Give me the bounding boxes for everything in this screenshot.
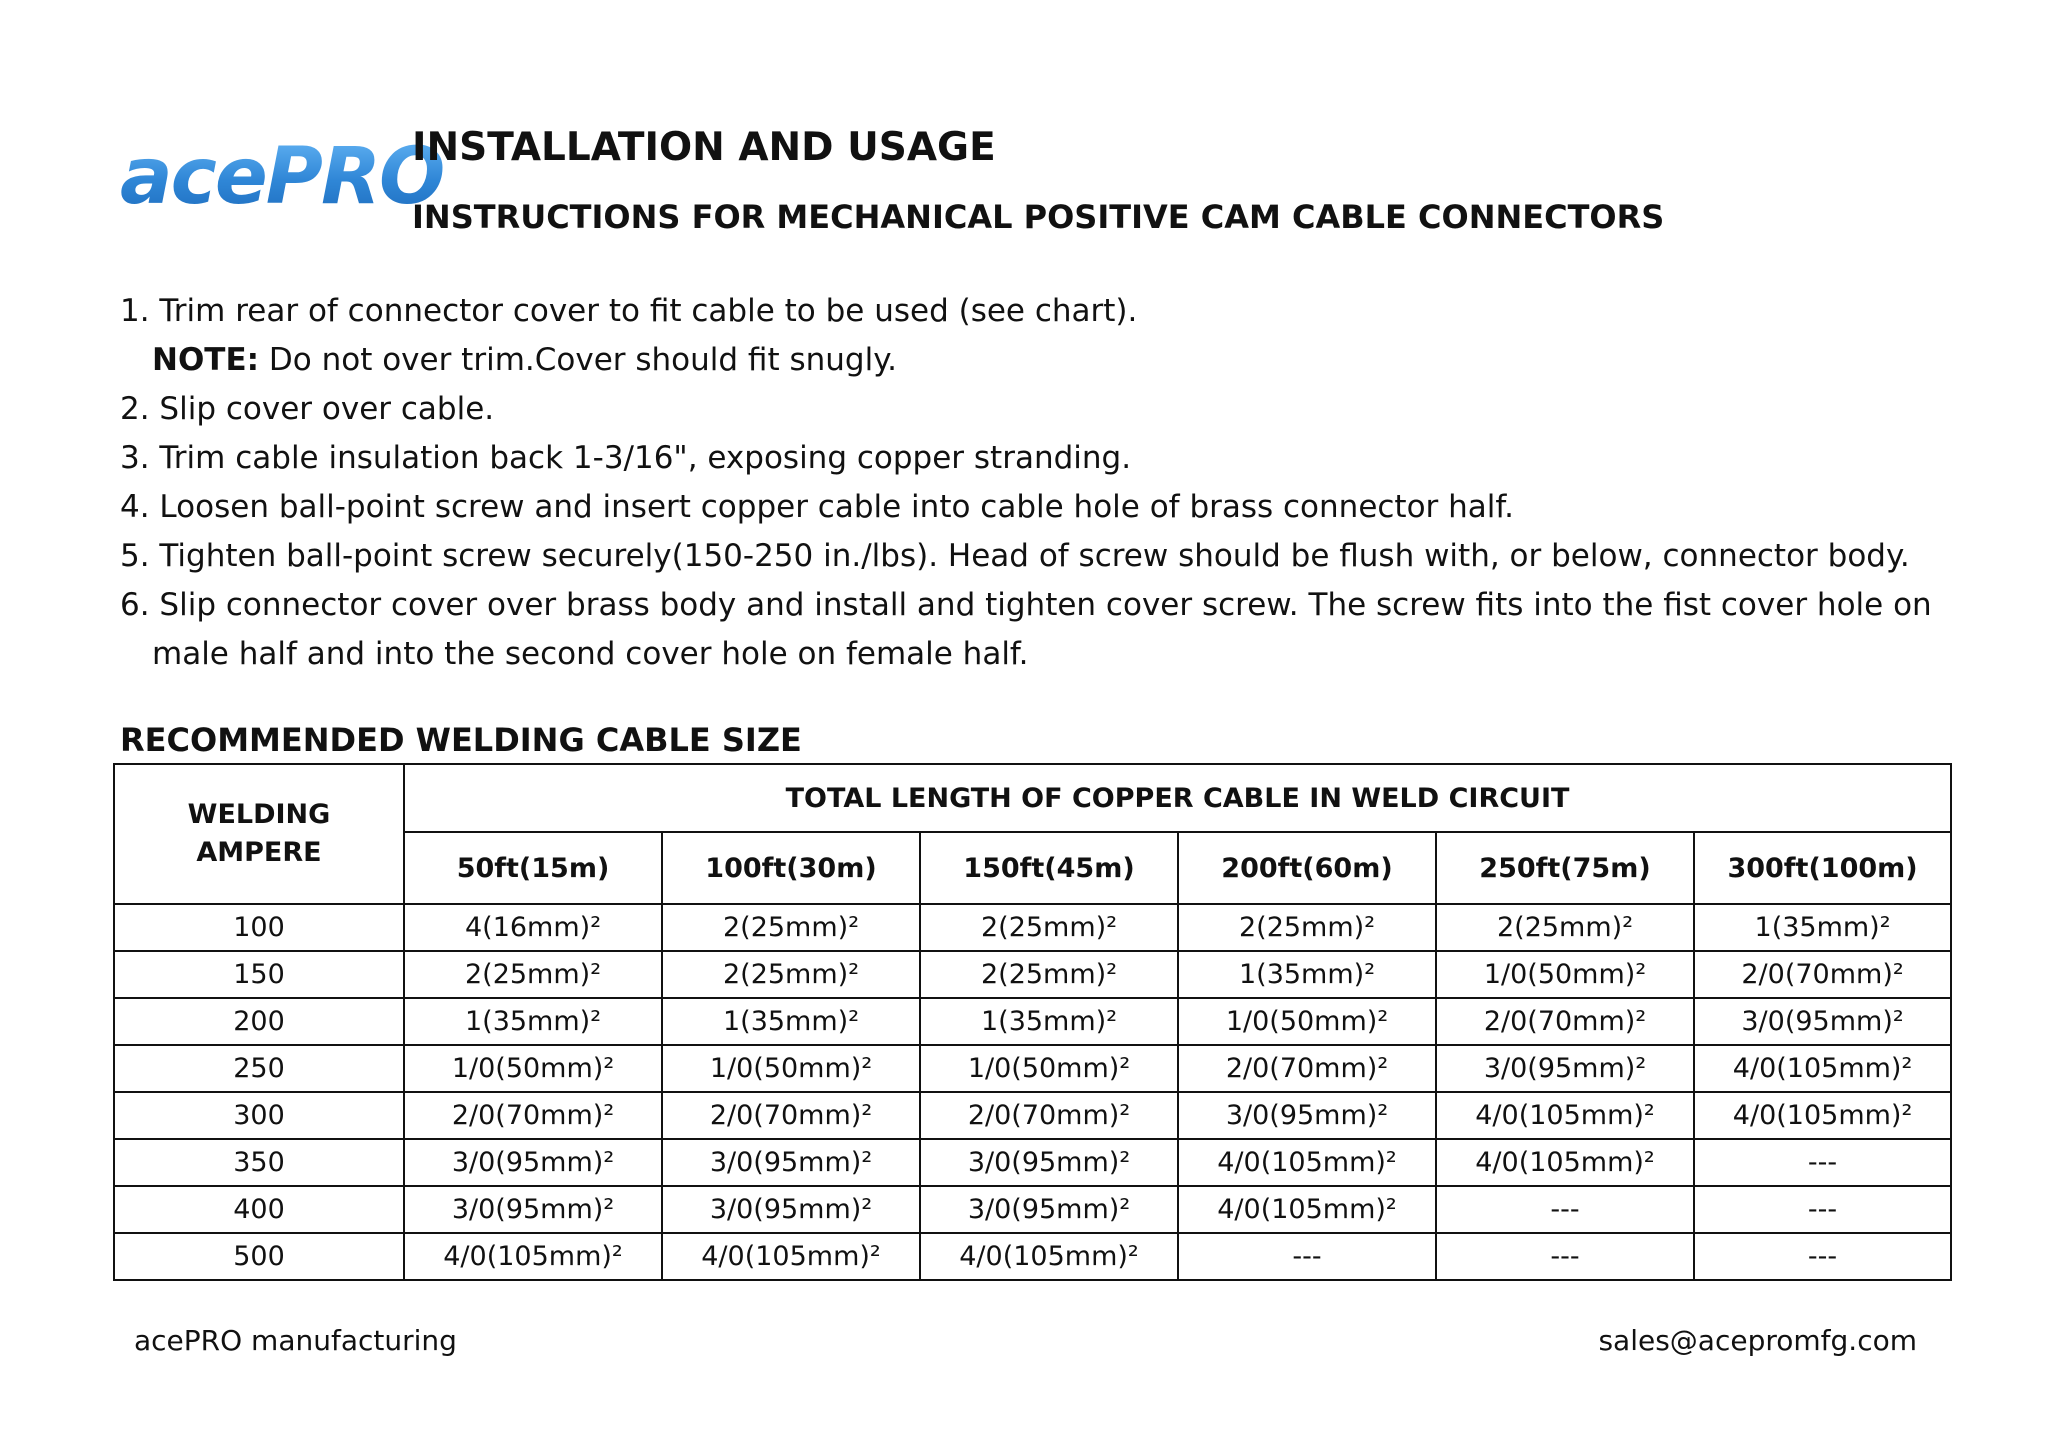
note-label: NOTE:	[152, 342, 260, 378]
cable-size-cell: 2(25mm)²	[404, 951, 662, 998]
ampere-cell: 200	[114, 998, 404, 1045]
cable-size-cell: 1/0(50mm)²	[404, 1045, 662, 1092]
instruction-step-4: 4. Loosen ball-point screw and insert copper cable into cable hole of brass connector half.	[120, 489, 1514, 525]
cable-size-cell: 2(25mm)²	[920, 951, 1178, 998]
instruction-list	[120, 287, 1960, 679]
instruction-step-3: 3. Trim cable insulation back 1-3/16", exposing copper stranding.	[120, 440, 1132, 476]
cable-size-cell: 3/0(95mm)²	[1436, 1045, 1694, 1092]
table-row	[114, 998, 1951, 1045]
ampere-cell: 350	[114, 1139, 404, 1186]
cable-size-cell: 4/0(105mm)²	[920, 1233, 1178, 1280]
cable-size-cell: 1/0(50mm)²	[1178, 998, 1436, 1045]
cable-size-cell: 2/0(70mm)²	[1694, 951, 1951, 998]
acepro-logo: acePRO	[120, 132, 444, 222]
instruction-step-1: 1. Trim rear of connector cover to fit cable to be used (see chart).	[120, 293, 1138, 329]
cable-size-cell: 4/0(105mm)²	[1694, 1092, 1951, 1139]
note-text: Do not over trim.Cover should fit snugly.	[259, 342, 897, 378]
cable-size-cell: 2/0(70mm)²	[662, 1092, 920, 1139]
cable-size-cell: 3/0(95mm)²	[920, 1186, 1178, 1233]
instruction-step-5: 5. Tighten ball-point screw securely(150-250 in./lbs). Head of screw should be flush with, or below, connector body.	[120, 538, 1910, 574]
cable-size-cell: 1(35mm)²	[662, 998, 920, 1045]
instruction-step-6-continued: male half and into the second cover hole on female half.	[152, 636, 1029, 672]
cable-size-cell: 2(25mm)²	[1178, 904, 1436, 951]
cable-size-cell: 4/0(105mm)²	[404, 1233, 662, 1280]
cable-size-cell: 1/0(50mm)²	[662, 1045, 920, 1092]
footer-company: acePRO manufacturing	[134, 1324, 457, 1357]
ampere-cell: 100	[114, 904, 404, 951]
cable-size-cell: 4/0(105mm)²	[1436, 1092, 1694, 1139]
table-row	[114, 1045, 1951, 1092]
cable-size-cell: ---	[1178, 1233, 1436, 1280]
cable-size-cell: 2/0(70mm)²	[404, 1092, 662, 1139]
ampere-cell: 300	[114, 1092, 404, 1139]
ampere-cell: 250	[114, 1045, 404, 1092]
cable-size-cell: 2/0(70mm)²	[1178, 1045, 1436, 1092]
table-row	[114, 1233, 1951, 1280]
cable-size-cell: 3/0(95mm)²	[662, 1186, 920, 1233]
table-row	[114, 1186, 1951, 1233]
cable-size-cell: 1(35mm)²	[404, 998, 662, 1045]
cable-size-cell: 2(25mm)²	[920, 904, 1178, 951]
instruction-note	[120, 336, 1960, 385]
cable-size-cell: 4(16mm)²	[404, 904, 662, 951]
table-heading: RECOMMENDED WELDING CABLE SIZE	[120, 721, 802, 759]
table-row	[114, 904, 1951, 951]
cable-size-cell: 2(25mm)²	[662, 951, 920, 998]
cable-size-cell: ---	[1694, 1186, 1951, 1233]
ampere-cell: 150	[114, 951, 404, 998]
cable-size-cell: 3/0(95mm)²	[1178, 1092, 1436, 1139]
column-header: 200ft(60m)	[1178, 832, 1436, 904]
instruction-step-6: 6. Slip connector cover over brass body and install and tighten cover screw. The screw fits into the fist cover hole on	[120, 587, 1932, 623]
cable-size-cell: 1/0(50mm)²	[920, 1045, 1178, 1092]
page-subtitle: INSTRUCTIONS FOR MECHANICAL POSITIVE CAM CABLE CONNECTORS	[412, 198, 1665, 236]
cable-size-cell: 2(25mm)²	[662, 904, 920, 951]
welding-ampere-header-line2: AMPERE	[196, 837, 322, 868]
page-title: INSTALLATION AND USAGE	[412, 125, 996, 170]
cable-size-cell: 3/0(95mm)²	[662, 1139, 920, 1186]
cable-size-cell: ---	[1436, 1186, 1694, 1233]
cable-size-cell: 1(35mm)²	[1178, 951, 1436, 998]
column-header: 250ft(75m)	[1436, 832, 1694, 904]
cable-size-cell: 3/0(95mm)²	[404, 1186, 662, 1233]
cable-size-cell: 4/0(105mm)²	[1436, 1139, 1694, 1186]
cable-size-cell: 3/0(95mm)²	[920, 1139, 1178, 1186]
cable-size-cell: 2(25mm)²	[1436, 904, 1694, 951]
cable-size-cell: 4/0(105mm)²	[1694, 1045, 1951, 1092]
cable-size-cell: 3/0(95mm)²	[404, 1139, 662, 1186]
cable-size-cell: 4/0(105mm)²	[1178, 1139, 1436, 1186]
instruction-step-2: 2. Slip cover over cable.	[120, 391, 495, 427]
cable-size-cell: 1(35mm)²	[920, 998, 1178, 1045]
column-header: 100ft(30m)	[662, 832, 920, 904]
cable-size-cell: 2/0(70mm)²	[1436, 998, 1694, 1045]
cable-size-cell: 1(35mm)²	[1694, 904, 1951, 951]
cable-size-cell: ---	[1694, 1139, 1951, 1186]
table-row	[114, 1139, 1951, 1186]
total-length-header: TOTAL LENGTH OF COPPER CABLE IN WELD CIRCUIT	[404, 764, 1951, 832]
table-row	[114, 951, 1951, 998]
welding-ampere-header-line1: WELDING	[187, 799, 331, 830]
footer-email[interactable]: sales@acepromfg.com	[1598, 1324, 1917, 1357]
cable-size-cell: 4/0(105mm)²	[662, 1233, 920, 1280]
column-header: 150ft(45m)	[920, 832, 1178, 904]
cable-size-table	[113, 763, 1952, 1281]
cable-size-cell: 3/0(95mm)²	[1694, 998, 1951, 1045]
column-header: 300ft(100m)	[1694, 832, 1951, 904]
column-header: 50ft(15m)	[404, 832, 662, 904]
cable-size-cell: 2/0(70mm)²	[920, 1092, 1178, 1139]
cable-size-cell: ---	[1436, 1233, 1694, 1280]
cable-size-cell: 4/0(105mm)²	[1178, 1186, 1436, 1233]
ampere-cell: 400	[114, 1186, 404, 1233]
table-body	[114, 904, 1951, 1280]
table-row	[114, 1092, 1951, 1139]
welding-ampere-header	[114, 764, 404, 904]
cable-size-cell: 1/0(50mm)²	[1436, 951, 1694, 998]
ampere-cell: 500	[114, 1233, 404, 1280]
cable-size-cell: ---	[1694, 1233, 1951, 1280]
